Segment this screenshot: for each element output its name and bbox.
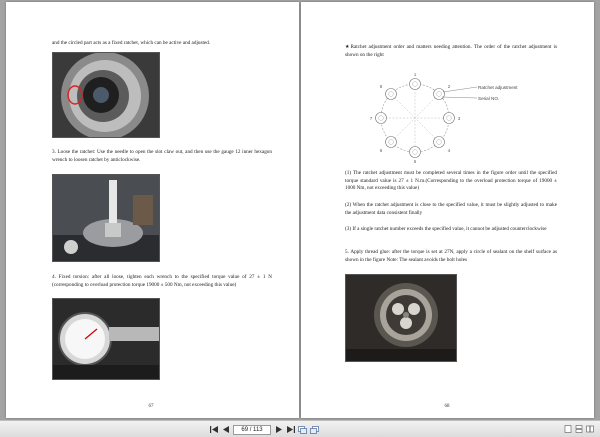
paragraph-1: (1) The ratchet adjustment must be completed several times in the figure order until the specified torque standard value is 27 ± 1 N.m.(Corresponding to the overload protection torque of 19000 ± 1000 Nm, not exceeding this value): [345, 170, 557, 192]
two-page-view-icon[interactable]: [586, 425, 594, 433]
ratchet-adjustment-label: Ratchet adjustment: [478, 85, 518, 90]
diagram-number-1: 1: [413, 72, 417, 77]
diagram-number-8: 8: [379, 84, 383, 89]
next-page-button[interactable]: [274, 425, 283, 435]
page-67: [6, 2, 299, 418]
step-4-text: 4. Fixed torsion: after all loose, tighten each wrench to the specified torque value of 27 ± 1 N (corresponding to overload protection torque 19000 ± 500 Nm, not exceeding this value): [52, 274, 272, 288]
diagram-number-4: 4: [447, 148, 451, 153]
page-number-field[interactable]: 69 / 113: [233, 425, 271, 435]
continuous-view-icon[interactable]: [575, 425, 583, 433]
wrench-photo: [52, 174, 160, 262]
page-navigation: [209, 424, 319, 435]
view-mode-controls: [564, 425, 594, 433]
paragraph-3: (3) If a single ratchet number exceeds the specified value, it cannot be adjusted counterclockwise: [345, 226, 547, 232]
intro-text: and the circled part acts as a fixed ratchet, which can be active and adjusted.: [52, 40, 211, 46]
ratchet-heading: ★Ratchet adjustment order and matters needing attention. The order of the ratchet adjustment is shown on the right: [345, 44, 557, 58]
diagram-number-2: 2: [447, 84, 451, 89]
page-number-left: 67: [148, 404, 154, 409]
torque-gauge-photo: [52, 298, 160, 380]
diagram-number-7: 7: [369, 116, 373, 121]
first-page-button[interactable]: [209, 425, 218, 435]
diagram-number-3: 3: [457, 116, 461, 121]
step-5-text: 5. Apply thread glue: after the torque is set at 27N, apply a circle of sealant on the shelf surface as shown in the figure Note: The sealant avoids the bolt holes: [345, 249, 557, 263]
step-3-text: 3. Loose the ratchet: Use the needle to open the slot claw out, and then use the gauge 12 inner hexagon wrench to loosen ratchet by anticlockwise.: [52, 149, 272, 163]
last-page-button[interactable]: [286, 425, 295, 435]
page-number-right: 68: [444, 404, 450, 409]
back-view-icon[interactable]: [298, 425, 307, 435]
ratchet-order-diagram: [365, 72, 565, 164]
single-page-view-icon[interactable]: [564, 425, 572, 433]
diagram-number-6: 6: [379, 148, 383, 153]
forward-view-icon[interactable]: [310, 425, 319, 435]
sealant-photo: [345, 274, 457, 362]
paragraph-2: (2) When the ratchet adjustment is close to the specified value, it must be slightly adjusted to make the adjustment data consistent finally: [345, 202, 557, 216]
diagram-number-5: 5: [413, 159, 417, 164]
serial-no-label: Serial NO.: [478, 96, 500, 101]
page-68: [301, 2, 594, 418]
previous-page-button[interactable]: [221, 425, 230, 435]
navigation-toolbar: [0, 420, 600, 437]
ratchet-photo: [52, 52, 160, 138]
